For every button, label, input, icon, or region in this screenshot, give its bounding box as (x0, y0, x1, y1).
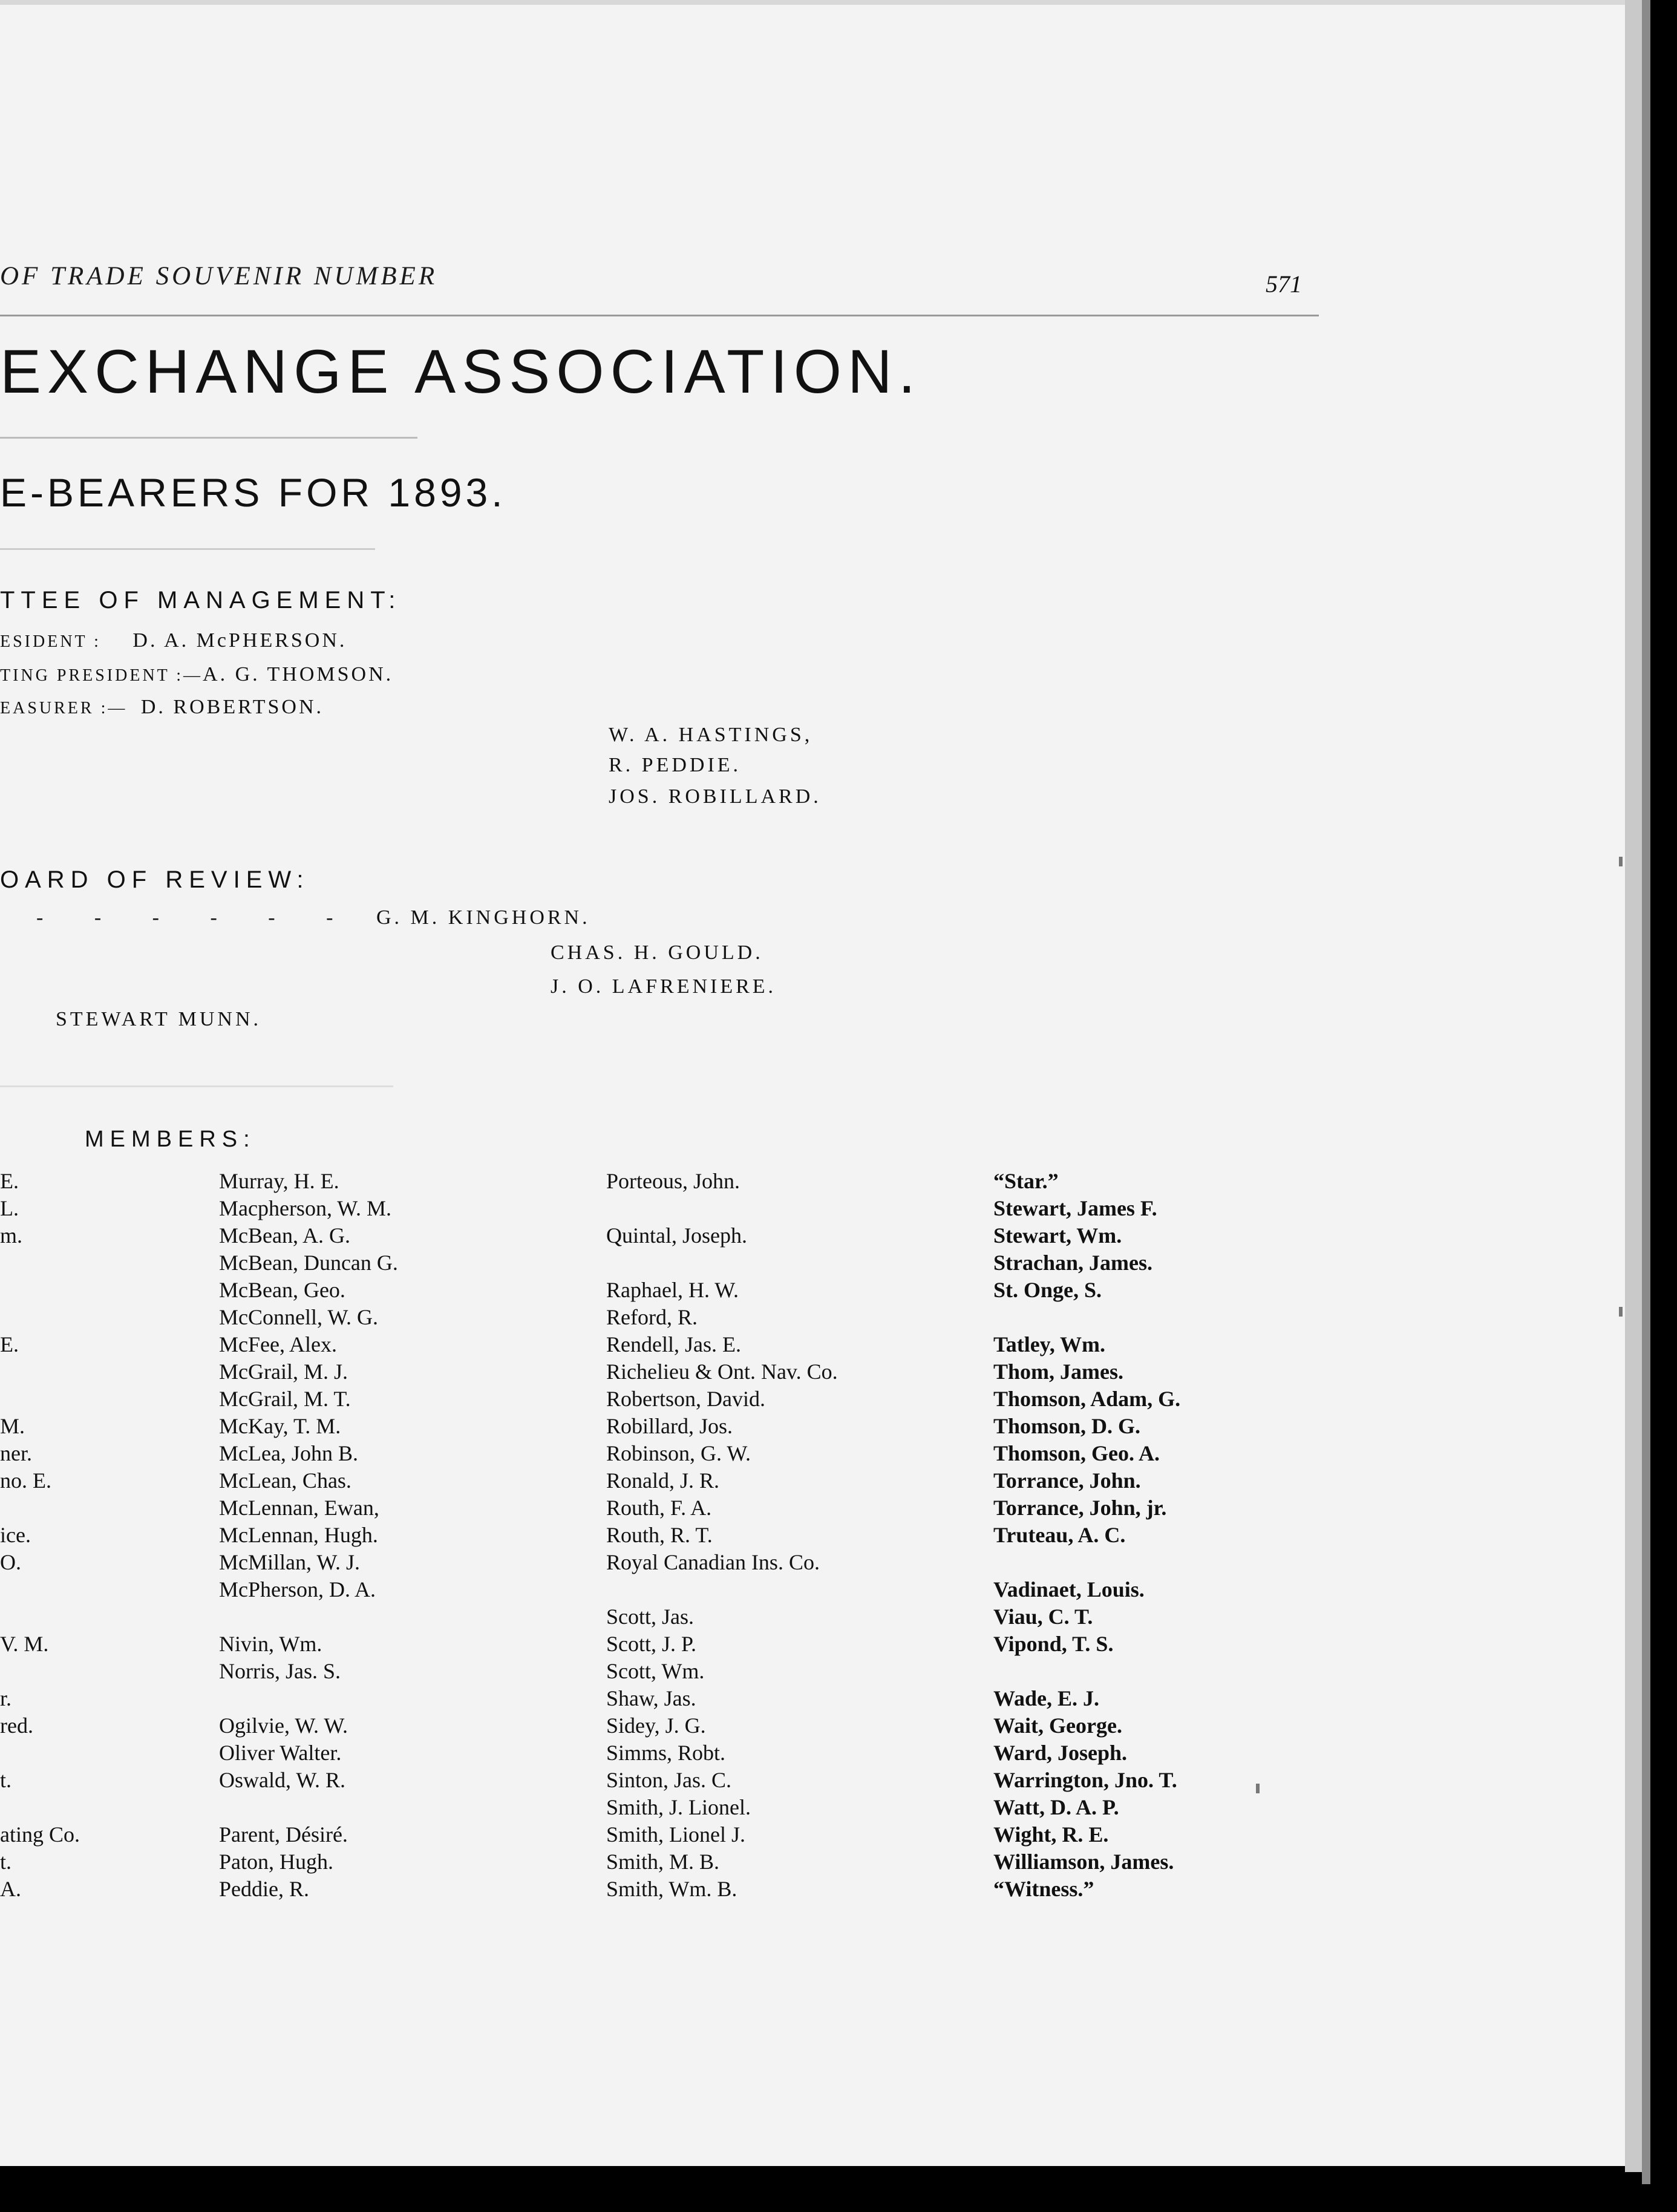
member-name: Smith, Wm. B. (606, 1877, 737, 1901)
member-name: Truteau, A. C. (993, 1523, 1126, 1547)
member-name: r. (0, 1686, 12, 1710)
member-name: Thomson, Adam, G. (993, 1387, 1181, 1411)
member-name: Warrington, Jno. T. (993, 1768, 1177, 1792)
member-name: Ronald, J. R. (606, 1468, 720, 1493)
officer-role: ESIDENT : (0, 632, 101, 651)
member-name: Ogilvie, W. W. (219, 1713, 348, 1738)
member-name (993, 1549, 1180, 1576)
member-name: V. M. (0, 1632, 49, 1656)
header-rule (0, 315, 1319, 316)
member-name: McGrail, M. J. (219, 1360, 348, 1384)
member-name: McGrail, M. T. (219, 1387, 351, 1411)
member-name (219, 1685, 398, 1712)
member-name: Sinton, Jas. C. (606, 1768, 732, 1792)
member-name: Smith, J. Lionel. (606, 1795, 751, 1819)
member-name (606, 1249, 838, 1277)
member-name: Robertson, David. (606, 1387, 765, 1411)
review-heading: OARD OF REVIEW: (0, 866, 310, 893)
review-leader-dots: - - - - - - (36, 906, 356, 929)
review-member: G. M. KINGHORN. (376, 906, 590, 929)
member-name (0, 1494, 80, 1522)
member-name (0, 1739, 80, 1767)
member-name: Thomson, D. G. (993, 1414, 1141, 1438)
review-member: CHAS. H. GOULD. (551, 941, 763, 964)
member-name (0, 1304, 80, 1331)
member-name (606, 1576, 838, 1603)
member-name (219, 1794, 398, 1821)
member-name: Richelieu & Ont. Nav. Co. (606, 1360, 838, 1384)
member-name: Quintal, Joseph. (606, 1223, 747, 1248)
member-name: Smith, Lionel J. (606, 1822, 746, 1847)
member-name: Viau, C. T. (993, 1605, 1093, 1629)
member-name: Royal Canadian Ins. Co. (606, 1550, 820, 1574)
member-name: Thomson, Geo. A. (993, 1441, 1160, 1465)
member-name (993, 1304, 1180, 1331)
member-name: O. (0, 1550, 21, 1574)
officer-name: D. A. McPHERSON. (132, 629, 347, 652)
member-name: Stewart, James F. (993, 1196, 1157, 1220)
member-name: Raphael, H. W. (606, 1278, 739, 1302)
member-name: no. E. (0, 1468, 51, 1493)
member-name: Watt, D. A. P. (993, 1795, 1119, 1819)
member-name: McBean, Geo. (219, 1278, 345, 1302)
member-name: “Star.” (993, 1169, 1059, 1193)
member-name: Robinson, G. W. (606, 1441, 751, 1465)
officer-role: TING PRESIDENT :— (0, 666, 203, 685)
officer-president (0, 629, 347, 652)
member-name (993, 1658, 1180, 1685)
member-name: Rendell, Jas. E. (606, 1332, 741, 1356)
member-name: t. (0, 1850, 12, 1874)
member-name: McLennan, Ewan, (219, 1496, 379, 1520)
member-name: McBean, Duncan G. (219, 1251, 398, 1275)
member-name (606, 1195, 838, 1222)
member-name: Scott, Jas. (606, 1605, 695, 1629)
page-edge-shadow (1642, 0, 1650, 2184)
member-name: Torrance, John. (993, 1468, 1141, 1493)
member-name (0, 1576, 80, 1603)
member-name: McMillan, W. J. (219, 1550, 361, 1574)
member-name (0, 1386, 80, 1413)
member-name: McLean, Chas. (219, 1468, 351, 1493)
member-name: McBean, A. G. (219, 1223, 350, 1248)
member-name: Wight, R. E. (993, 1822, 1109, 1847)
member-name: ice. (0, 1523, 31, 1547)
member-name: L. (0, 1196, 19, 1220)
running-title: OF TRADE SOUVENIR NUMBER (0, 262, 438, 290)
member-name: ner. (0, 1441, 32, 1465)
member-name: Strachan, James. (993, 1251, 1152, 1275)
member-name: Ward, Joseph. (993, 1741, 1128, 1765)
officer-role: EASURER :— (0, 699, 128, 718)
member-name: ating Co. (0, 1822, 80, 1847)
main-title: EXCHANGE ASSOCIATION. (0, 337, 922, 406)
review-member: STEWART MUNN. (56, 1008, 262, 1030)
member-name: Routh, R. T. (606, 1523, 713, 1547)
review-rule (0, 1085, 393, 1087)
member-name: “Witness.” (993, 1877, 1094, 1901)
member-name: Vadinaet, Louis. (993, 1577, 1145, 1602)
member-name: Parent, Désiré. (219, 1822, 348, 1847)
member-name: Robillard, Jos. (606, 1414, 733, 1438)
member-name (0, 1658, 80, 1685)
member-name: Shaw, Jas. (606, 1686, 696, 1710)
member-name: Vipond, T. S. (993, 1632, 1114, 1656)
review-member: J. O. LAFRENIERE. (551, 975, 777, 998)
member-name: Simms, Robt. (606, 1741, 726, 1765)
member-name (0, 1358, 80, 1386)
members-column-4 (993, 1168, 1180, 1903)
margin-mark (1256, 1784, 1260, 1793)
member-name: M. (0, 1414, 25, 1438)
member-name: E. (0, 1332, 19, 1356)
officer-name: D. ROBERTSON. (140, 696, 324, 718)
member-name (0, 1794, 80, 1821)
member-name: Sidey, J. G. (606, 1713, 706, 1738)
member-name: Porteous, John. (606, 1169, 740, 1193)
member-name: Nivin, Wm. (219, 1632, 322, 1656)
page-number: 571 (1266, 270, 1302, 298)
committee-member: W. A. HASTINGS, (609, 724, 813, 746)
member-name: Scott, J. P. (606, 1632, 697, 1656)
members-column-1 (0, 1168, 80, 1903)
committee-heading: TTEE OF MANAGEMENT: (0, 587, 402, 614)
member-name: Thom, James. (993, 1360, 1123, 1384)
member-name: Stewart, Wm. (993, 1223, 1122, 1248)
page-edge (1625, 0, 1642, 2172)
member-name: Oliver Walter. (219, 1741, 342, 1765)
member-name: Tatley, Wm. (993, 1332, 1106, 1356)
member-name: Oswald, W. R. (219, 1768, 346, 1792)
member-name: Wait, George. (993, 1713, 1122, 1738)
subtitle-rule (0, 548, 375, 550)
title-rule (0, 437, 417, 439)
subtitle: E-BEARERS FOR 1893. (0, 470, 506, 515)
member-name: t. (0, 1768, 12, 1792)
member-name: Torrance, John, jr. (993, 1496, 1167, 1520)
member-name (219, 1603, 398, 1631)
member-name: Williamson, James. (993, 1850, 1174, 1874)
member-name (0, 1603, 80, 1631)
member-name: St. Onge, S. (993, 1278, 1102, 1302)
member-name: Smith, M. B. (606, 1850, 720, 1874)
member-name: McPherson, D. A. (219, 1577, 376, 1602)
member-name: McFee, Alex. (219, 1332, 337, 1356)
member-name: m. (0, 1223, 23, 1248)
member-name: Reford, R. (606, 1305, 698, 1329)
officer-treasurer (0, 696, 324, 719)
member-name: E. (0, 1169, 19, 1193)
top-rule (0, 0, 1625, 5)
member-name: McLennan, Hugh. (219, 1523, 378, 1547)
margin-mark (1619, 1307, 1623, 1317)
members-column-2 (219, 1168, 398, 1903)
committee-member: R. PEDDIE. (609, 754, 742, 776)
committee-member: JOS. ROBILLARD. (609, 785, 822, 808)
member-name: Wade, E. J. (993, 1686, 1100, 1710)
member-name: red. (0, 1713, 33, 1738)
members-heading: MEMBERS: (85, 1127, 256, 1152)
member-name: Norris, Jas. S. (219, 1659, 341, 1683)
member-name: Peddie, R. (219, 1877, 309, 1901)
member-name: McKay, T. M. (219, 1414, 341, 1438)
member-name: McLea, John B. (219, 1441, 358, 1465)
member-name (0, 1277, 80, 1304)
members-column-3 (606, 1168, 838, 1903)
member-name: McConnell, W. G. (219, 1305, 379, 1329)
member-name (0, 1249, 80, 1277)
margin-mark (1619, 857, 1623, 866)
member-name: Murray, H. E. (219, 1169, 339, 1193)
member-name: Scott, Wm. (606, 1659, 705, 1683)
member-name: Macpherson, W. M. (219, 1196, 391, 1220)
officer-name: A. G. THOMSON. (203, 663, 394, 686)
member-name: Routh, F. A. (606, 1496, 712, 1520)
member-name: Paton, Hugh. (219, 1850, 333, 1874)
member-name: A. (0, 1877, 21, 1901)
officer-acting-president (0, 663, 393, 686)
